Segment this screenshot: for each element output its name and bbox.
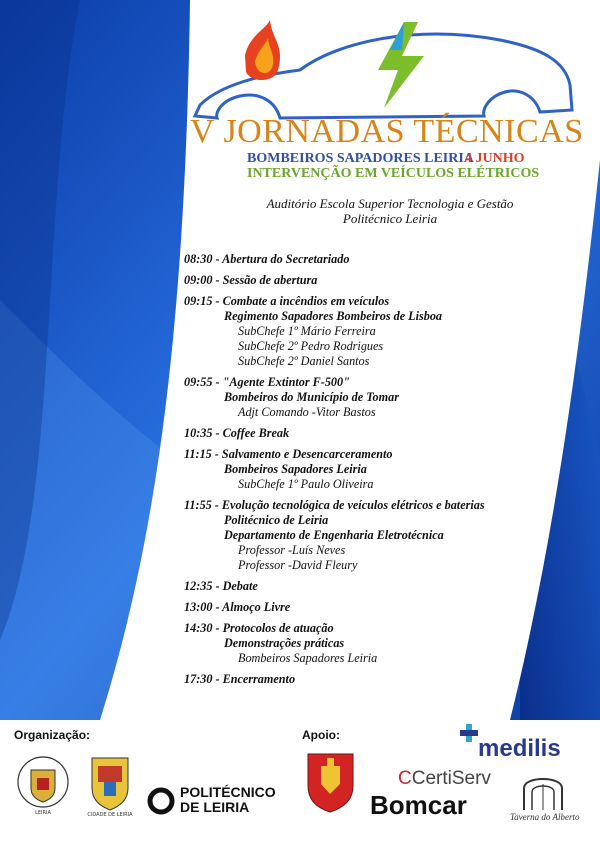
apoio-label: Apoio: [302,728,340,742]
program-item-speaker: Professor -David Fleury [238,558,358,572]
program-item-organization: Bombeiros Sapadores Leiria [224,462,367,476]
program-item-title: 11:55 - Evolução tecnológica de veículos elétricos e baterias [184,498,485,512]
cidade-de-leiria-crest-logo [80,752,140,818]
program-item [184,252,554,267]
program-item-title: 09:15 - Combate a incêndios em veículos [184,294,390,308]
venue-line-1: Auditório Escola Superior Tecnologia e Gestão [266,196,514,211]
certiserv-logo: CCertiServ [398,768,491,789]
program-item-speaker: SubChefe 2º Daniel Santos [238,354,370,368]
program-item-title: 09:00 - Sessão de abertura [184,273,318,287]
program-item [184,579,554,594]
apoio-crest-logo [303,748,358,816]
svg-text:LEIRIA: LEIRIA [35,810,51,816]
politecnico-logo-text: POLITÉCNICO DE LEIRIA [180,784,276,815]
event-title: V JORNADAS TÉCNICAS [190,113,584,150]
program-item-title: 11:15 - Salvamento e Desencarceramento [184,447,393,461]
program-item-organization: Demonstrações práticas [224,636,345,650]
program-item [184,600,554,615]
program-item-title: 10:35 - Coffee Break [184,426,290,440]
program-item-title: 17:30 - Encerramento [184,672,296,686]
program-item [184,375,554,420]
program-item-organization: Departamento de Engenharia Eletrotécnica [224,528,444,542]
program-item-title: 08:30 - Abertura do Secretariado [184,252,350,266]
taverna-logo-text: Taverna do Alberto [510,812,580,822]
event-date: 4 JUNHO [465,151,525,166]
politecnico-ring-icon [147,787,175,815]
venue [240,196,540,226]
program-item [184,426,554,441]
program-item-title: 13:00 - Almoço Livre [184,600,291,614]
program-item-speaker: SubChefe 1º Mário Ferreira [238,324,376,338]
program-item-title: 14:30 - Protocolos de atuação [184,621,334,635]
program-item-title: 09:55 - "Agente Extintor F-500" [184,375,350,389]
program-item [184,294,554,369]
program-item [184,498,554,573]
program-item [184,273,554,288]
svg-text:CIDADE DE LEIRIA: CIDADE DE LEIRIA [87,812,133,818]
topic-subtitle: INTERVENÇÃO EM VEÍCULOS ELÉTRICOS [247,166,540,181]
program-item-speaker: Bombeiros Sapadores Leiria [238,651,378,665]
program-item-title: 12:35 - Debate [184,579,258,593]
bombeiros-sapadores-crest-logo [15,752,71,818]
organizer-subtitle: BOMBEIROS SAPADORES LEIRIA [247,151,474,166]
bomcar-logo: Bomcar [370,790,467,820]
program-item-organization: Politécnico de Leiria [224,513,329,527]
program-item [184,621,554,666]
program-item [184,447,554,492]
program-item [184,672,554,687]
medilis-logo: medilis [478,735,561,762]
program-item-speaker: SubChefe 2º Pedro Rodrigues [238,339,384,353]
program-item-speaker: SubChefe 1º Paulo Oliveira [238,477,374,491]
program-list [184,252,554,693]
taverna-arch-icon [518,770,568,812]
program-item-organization: Regimento Sapadores Bombeiros de Lisboa [224,309,443,323]
program-item-speaker: Adjt Comando -Vitor Bastos [238,405,376,419]
program-item-organization: Bombeiros do Município de Tomar [224,390,399,404]
organizacao-label: Organização: [14,728,91,742]
program-item-speaker: Professor -Luís Neves [238,543,346,557]
venue-line-2: Politécnico Leiria [342,211,438,226]
